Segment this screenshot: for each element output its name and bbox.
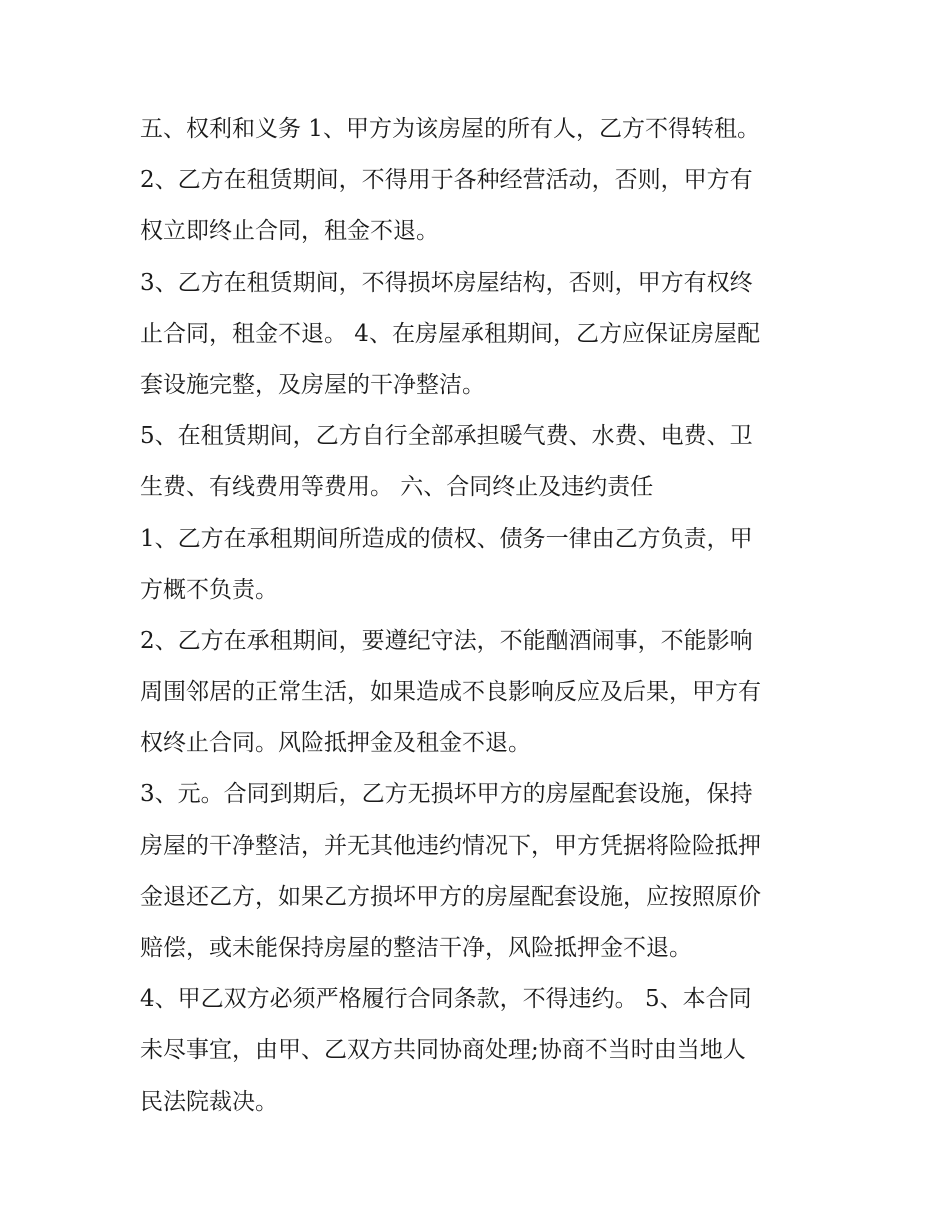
- text-line: 2、乙方在租赁期间，不得用于各种经营活动，否则，甲方有: [140, 167, 753, 194]
- text-line: 权立即终止合同，租金不退。: [140, 218, 439, 245]
- text-line: 房屋的干净整洁，并无其他违约情况下，甲方凭据将险险抵押: [140, 832, 761, 859]
- text-line: 套设施完整，及房屋的干净整洁。: [140, 371, 485, 398]
- text-line: 生费、有线费用等费用。 六、合同终止及违约责任: [140, 474, 654, 501]
- text-line: 民法院裁决。: [140, 1088, 278, 1115]
- text-line: 五、权利和义务 1、甲方为该房屋的所有人，乙方不得转租。: [140, 116, 760, 142]
- text-line: 止合同，租金不退。 4、在房屋承租期间，乙方应保证房屋配: [140, 320, 760, 347]
- text-line: 方概不负责。: [140, 576, 278, 603]
- text-line: 周围邻居的正常生活，如果造成不良影响反应及后果，甲方有: [140, 679, 761, 706]
- text-line: 权终止合同。风险抵押金及租金不退。: [140, 730, 531, 757]
- text-line: 4、甲乙双方必须严格履行合同条款，不得违约。 5、本合同: [140, 986, 752, 1013]
- text-line: 1、乙方在承租期间所造成的债权、债务一律由乙方负责，甲: [140, 525, 753, 552]
- text-line: 金退还乙方，如果乙方损坏甲方的房屋配套设施，应按照原价: [140, 883, 761, 910]
- contract-text-body: [140, 104, 820, 1128]
- text-line: 赔偿，或未能保持房屋的整洁干净，风险抵押金不退。: [140, 935, 692, 961]
- text-line: 2、乙方在承租期间，要遵纪守法，不能酗酒闹事，不能影响: [140, 627, 753, 654]
- text-line: 未尽事宜，由甲、乙双方共同协商处理;协商不当时由当地人: [140, 1037, 746, 1064]
- text-line: 3、元。合同到期后，乙方无损坏甲方的房屋配套设施，保持: [140, 781, 753, 808]
- text-line: 5、在租赁期间，乙方自行全部承担暖气费、水费、电费、卫: [140, 423, 753, 450]
- text-line: 3、乙方在租赁期间，不得损坏房屋结构，否则，甲方有权终: [140, 269, 753, 296]
